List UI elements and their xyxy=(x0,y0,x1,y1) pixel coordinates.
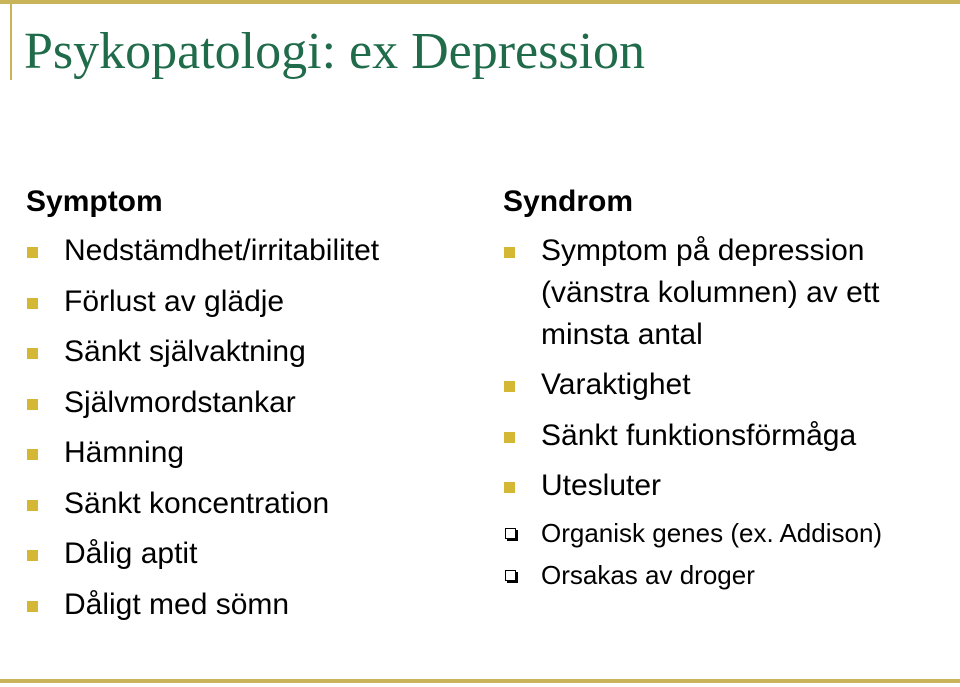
square-bullet-icon xyxy=(27,399,38,410)
list-item xyxy=(26,382,466,424)
square-bullet-icon xyxy=(504,247,515,258)
exclusion-sub-list xyxy=(503,516,903,592)
top-border xyxy=(0,0,960,4)
square-bullet-icon xyxy=(27,500,38,511)
list-item xyxy=(503,415,943,457)
list-item xyxy=(503,465,943,507)
square-bullet-icon xyxy=(27,449,38,460)
syndrom-list xyxy=(503,230,943,600)
square-bullet-icon xyxy=(504,381,515,392)
list-item-text: Sänkt självaktning xyxy=(64,335,306,368)
syndrom-heading: Syndrom xyxy=(503,185,634,218)
sub-list-item-text: Orsakas av droger xyxy=(541,559,755,590)
list-item xyxy=(26,432,466,474)
list-item-text: Sänkt funktionsförmåga xyxy=(541,418,857,452)
hollow-square-bullet-icon xyxy=(505,528,516,539)
symptom-list xyxy=(26,230,466,634)
list-item-text: Varaktighet xyxy=(541,368,691,401)
list-item-text: Symptom på depression (vänstra kolumnen) av ett minsta antal xyxy=(541,234,880,351)
list-item xyxy=(26,483,466,525)
square-bullet-icon xyxy=(27,348,38,359)
slide-title: Psykopatologi: ex Depression xyxy=(24,23,646,80)
square-bullet-icon xyxy=(27,247,38,258)
list-item xyxy=(503,364,943,406)
symptom-heading: Symptom xyxy=(26,185,163,218)
list-item xyxy=(26,584,466,626)
list-item-text: Förlust av glädje xyxy=(64,284,285,318)
list-item-text: Hämning xyxy=(64,436,185,469)
list-item-text: Utesluter xyxy=(541,469,662,502)
list-item xyxy=(503,230,943,356)
square-bullet-icon xyxy=(504,432,515,443)
sub-list-item xyxy=(503,558,903,592)
square-bullet-icon xyxy=(27,298,38,309)
sub-list-container xyxy=(503,516,943,592)
list-item-text: Sänkt koncentration xyxy=(64,486,330,520)
list-item xyxy=(26,281,466,323)
left-border-accent xyxy=(10,0,12,80)
list-item-text: Självmordstankar xyxy=(64,385,296,419)
list-item xyxy=(26,230,466,272)
list-item-text: Dålig aptit xyxy=(64,537,198,570)
list-item xyxy=(26,533,466,575)
sub-list-item xyxy=(503,516,903,550)
list-item-text: Dåligt med sömn xyxy=(64,587,290,621)
sub-list-item-text: Organisk genes (ex. Addison) xyxy=(541,517,883,548)
list-item-text: Nedstämdhet/irritabilitet xyxy=(64,234,380,267)
hollow-square-bullet-icon xyxy=(505,570,516,581)
bottom-border xyxy=(0,679,960,683)
list-item xyxy=(26,331,466,373)
square-bullet-icon xyxy=(504,482,515,493)
square-bullet-icon xyxy=(27,601,38,612)
square-bullet-icon xyxy=(27,550,38,561)
